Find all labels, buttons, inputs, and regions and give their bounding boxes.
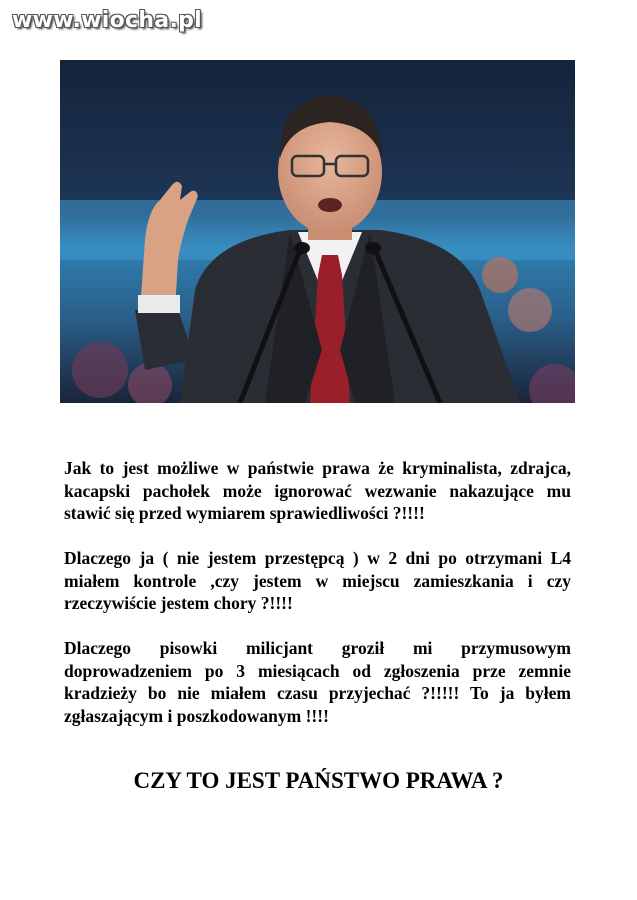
speaker-photo: [60, 60, 575, 403]
paragraph-3: Dlaczego pisowki milicjant groził mi przymusowym doprowadzeniem po 3 miesiącach od zgłoszenia prze zemnie kradzieży bo nie miałem czasu przyjechać ?!!!!! To ja byłem zgłaszającym i poszkodowanym !!!!: [64, 638, 571, 726]
watermark: www.wiocha.pl: [12, 8, 202, 33]
headline: CZY TO JEST PAŃSTWO PRAWA ?: [133, 768, 504, 793]
paragraph-2: Dlaczego ja ( nie jestem przestępcą ) w 2 dni po otrzymani L4 miałem kontrole ,czy jestem w miejscu zamieszkania i czy rzeczywiście jestem chory ?!!!!: [64, 548, 571, 613]
statement-text: [64, 457, 571, 750]
paragraph-1: Jak to jest możliwe w państwie prawa że kryminalista, zdrajca, kacapski pachołek może ignorować wezwanie nakazujące mu stawić się przed wymiarem sprawiedliwości ?!!!!: [64, 458, 571, 523]
